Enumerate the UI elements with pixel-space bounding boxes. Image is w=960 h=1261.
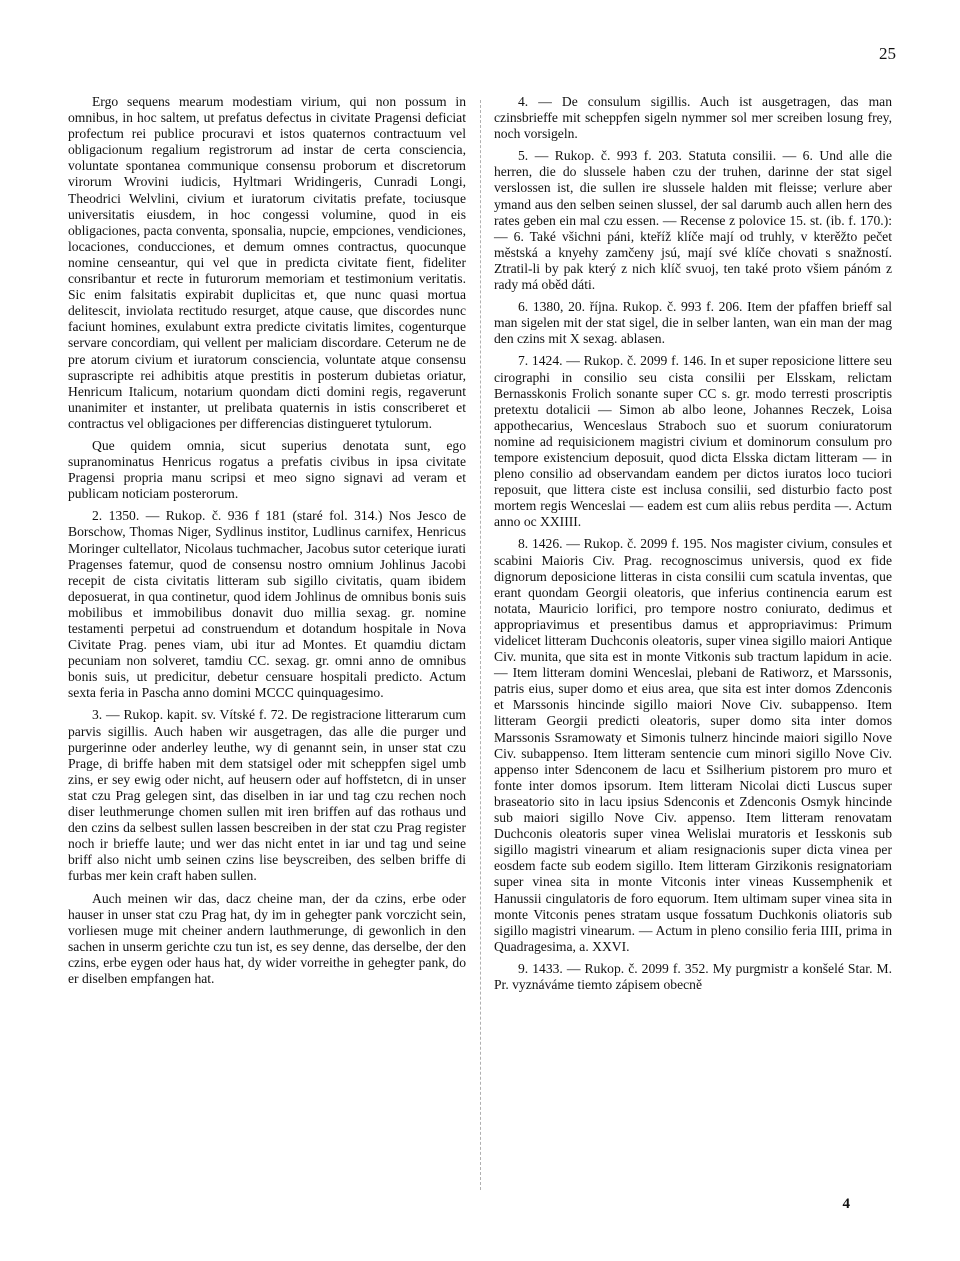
page-number: 25 — [879, 44, 896, 63]
paragraph: Auch meinen wir das, dacz cheine man, der da czins, erbe oder hauser in unser stat czu Prag hat, dy im in gehegter pank vorczicht sein, vorliesen muge mit cheiner andern lauthmerunge, di gewonlich in den sachen in unserm gerichte czu tun ist, es sey denne, das derselbe, der den czins, erbe eygen oder haus hat, dy wider vorreithe in gehegter pank, do er diselben empfangen hat. — [68, 890, 466, 986]
column-divider — [480, 100, 482, 1190]
paragraph: Ergo sequens mearum modestiam virium, qui non possum in omnibus, in hoc saltem, ut prefatus defectus in civitate Pragensi deficiat profectum rei publice procuravi et istos quaternos contractuum vel obligacionum regalium registrorum ad instar de certa consciencia, voluntate spontanea communique consensu proborum et discretorum virorum Wrovini iudicis, Hyltmari Wridingeris, Cunradi Longi, Theodrici Welvlini, civium et iuratorum civitatis prefate, tociusque universitatis eiusdem, in hoc congessi volumine, quod in eis obligaciones, pacta conventa, sponsalia, nupcie, empciones, vendiciones, locaciones, conducciones, et demum omnes contractus, quocunque nomine censeantur, qui vel que in predicta civitate fient, fideliter consribantur et recte in futurorum memoriam et testimonium veritatis. Sic enim falsitatis expirabit duplicitas et, que nunc quasi mortua delitescit, inviolata rectitudo resurget, atque cause, que discordes nunc faciunt homines, exulabunt extra predicte civitatis limites, cogenturque servare concordiam, qui vellent per maliciam discordare. Ceterum ne de pre atorum civium et iuratorum consciencia, voluntate atque consensu suprascripte rei adhibitis atque prestitis in posterum dubietas oriatur, Henricum Italicum, notarium quondam dicti domini regis, regaverunt unanimiter et instanter, ut prelibata quaternis in istis conscriberet et contractus vel obligaciones per differencias distingueret tytulorum. — [68, 94, 466, 431]
entry-9: 9. 1433. — Rukop. č. 2099 f. 352. My purgmistr a konšelé Star. M. Pr. vyznáváme tiemto zápisem obecně — [494, 960, 892, 992]
entry-8: 8. 1426. — Rukop. č. 2099 f. 195. Nos magister civium, consules et scabini Maioris Civ. Prag. recognoscimus universis, quod ex fide dignorum deposicione litteras in cista consilii cum scatula inventas, que erant quondam Georgii oleatoris, que inferius continencia earum est notata, Mauricio lorifici, pro tempore nostro coniurato, dedimus et appropriavimus et presentibus damus et appropriavimus: Primum videlicet litteram Duchconis oleatoris, super vinea sigillo maiori Antique Civ. munita, que sita est in monte Vitkonis sub tractum lapidum in acie. — Item litteram domini Wenceslai, plebani de Ratiworz, et Marssonis, patris eius, super domo et eius area, que sita est inter domos Zdenconis et Marssonis hincinde sigillo maiori Nove Civ. subappenso. Item litteram Georgii predicti oleatoris, super domo sita inter domos Marssonis Ssramowaty et Simonis tulnerz hincinde maiori sigillo Nove Civ. subappenso. Item litteram sentencie cum minori sigillo Nove Civ. appenso inter Sdenconem de lacu et Ssilherium pistorem pro muro et fonte inter domos ipsorum. Item litteram Nicolai dicti Luscus super braseatorio sito in lacu ipsius Sdenconis et Zdenconis Osmyk hincinde sub maiori sigillo Nove Civ. appenso. Item litteram renovatam Duchconis oleatoris super vinea Welislai muratoris et Iesskonis sub sigillo magistri vinearum et aliam resignacionis super dicta vinea per eosdem facte sub eodem sigillo. Item litteram Girzikonis resignatoriam super vinea sita in monte Vitconis inter vineas Kussemphenik et Hanussii cingulatoris de foro equorum. Item ultimam super vinea sita in monte Vitconis penes stratam usque fossatum Duchkonis oliatoris sub sigillo magistri vinearum. — Actum in pleno consilio feria IIII, prima in Quadragesima, a. XXVI. — [494, 536, 892, 954]
entry-5: 5. — Rukop. č. 993 f. 203. Statuta consilii. — 6. Und alle die herren, die do slussele haben czu der truhen, darinne der stat sigel verslossen ist, die sullen ire slussele halden mit fleisse; verlure aber ymand aus den selben seinen slussel, der sal darumb auch allen hern des rates geben ein mal czu essen. — Recense z polovice 15. st. (ib. f. 170.): — 6. Také všichni páni, kteříž klíče mají od truhly, v kterěžto pečet městská a knyehy zamčeny jsú, mají své klíče chovati s snažností. Ztratil-li by pak který z nich klíč svuoj, ten také proto všiem pánóm z rady má oběd dáti. — [494, 148, 892, 293]
entry-7: 7. 1424. — Rukop. č. 2099 f. 146. In et super reposicione littere seu cirographi in consilio seu cista consilii per Elsskam, relictam Bernasskonis Frolich sonante super CC s. gr. modo terresti proscriptis pretextu dotalicii — Simon ab albo leone, Johannes Reczek, Loisa appothecarius, Wenceslaus Straboch suo et suorum coniuratorum nomine ad requisicionem magistri civium et dominorum consulum pro tempore existencium deposuit, quod dicta Elsska dictam litteram — in pleno consilio ad observandam eandem per dictos iuratos loco tuciori reposuit, que littera ciste est inclusa consilii, sed disturbio facto post mortem regis Wenceslai — eadem est cum aliis rebus perdita —. Actum anno oc XXIIII. — [494, 353, 892, 530]
entry-2: 2. 1350. — Rukop. č. 936 f 181 (staré fol. 314.) Nos Jesco de Borschow, Thomas Niger, Sydlinus institor, Ludlinus carnifex, Henricus Moringer cultellator, Nicolaus tuchmacher, Jacobus sutor ceterique iurati Pragenses fatemur, quod de consensu nostro omnium Johlinus Jacobi recepit de cista civitatis litteram sub sigillo civitatis, quam ibidem deposuerat, in qua continetur, quod idem Johlinus de omnibus bonis suis mobilibus et immobilibus donavit duo millia sexag. gr. nomine testamenti perpetui ad construendum et dotandum hospitale in Nova Civitate Prag. penes viam, ubi itur ad Montes. Et quamdiu dictam pecuniam non solveret, tamdiu CC. sexag. gr. omni anno de omnibus bonis suis, ut predicitur, debetur censuare hospitali predicto. Actum sexta feria in Pascha anno domini MCCC quinquagesimo. — [68, 508, 466, 701]
paragraph: Que quidem omnia, sicut superius denotata sunt, ego supranominatus Henricus rogatus a prefatis civibus in ipsa civitate Pragensi propria manu scripsi et meo signo signavi ad veram et publicam noticiam posterorum. — [68, 437, 466, 502]
entry-3: 3. — Rukop. kapit. sv. Vítské f. 72. De registracione litterarum cum parvis sigillis. Auch haben wir ausgetragen, das alle die purger und purgerinne oder anderley leuthe, wy di genannt sein, in unser stat czu Prage, di briffe haben mit dem statsigel oder mit scheppfen sigel umb zins, er sey ewig oder nicht, auf heusern oder auf hoffstetcn, di in unser stat czu Prag gelegen sint, das diselben in iar und tag czu rechen noch diser leuthmerunge chomen sullen mit iren briffen auf das rothaus und den czins da selbest sullen lassen bescreiben in der stat czu Prag register noch ir brieffe laute; und wer das nicht entet in iar und tag und seine briff also nicht umb seinen czins lise beyscreiben, des selben briffe di furbas mer kein craft haben sullen. — [68, 707, 466, 884]
entry-4: 4. — De consulum sigillis. Auch ist ausgetragen, das man czinsbrieffe mit scheppfen sigeln nymmer sol mer screiben losung frey, noch vorsigeln. — [494, 94, 892, 142]
right-column — [494, 94, 892, 999]
entry-6: 6. 1380, 20. října. Rukop. č. 993 f. 206. Item der pfaffen brieff sal man sigelen mit der stat sigel, die in selber lanten, wan ein man der mag den czins mit X sexag. ablasen. — [494, 299, 892, 347]
signature-mark: 4 — [842, 1196, 850, 1212]
left-column — [68, 94, 466, 993]
